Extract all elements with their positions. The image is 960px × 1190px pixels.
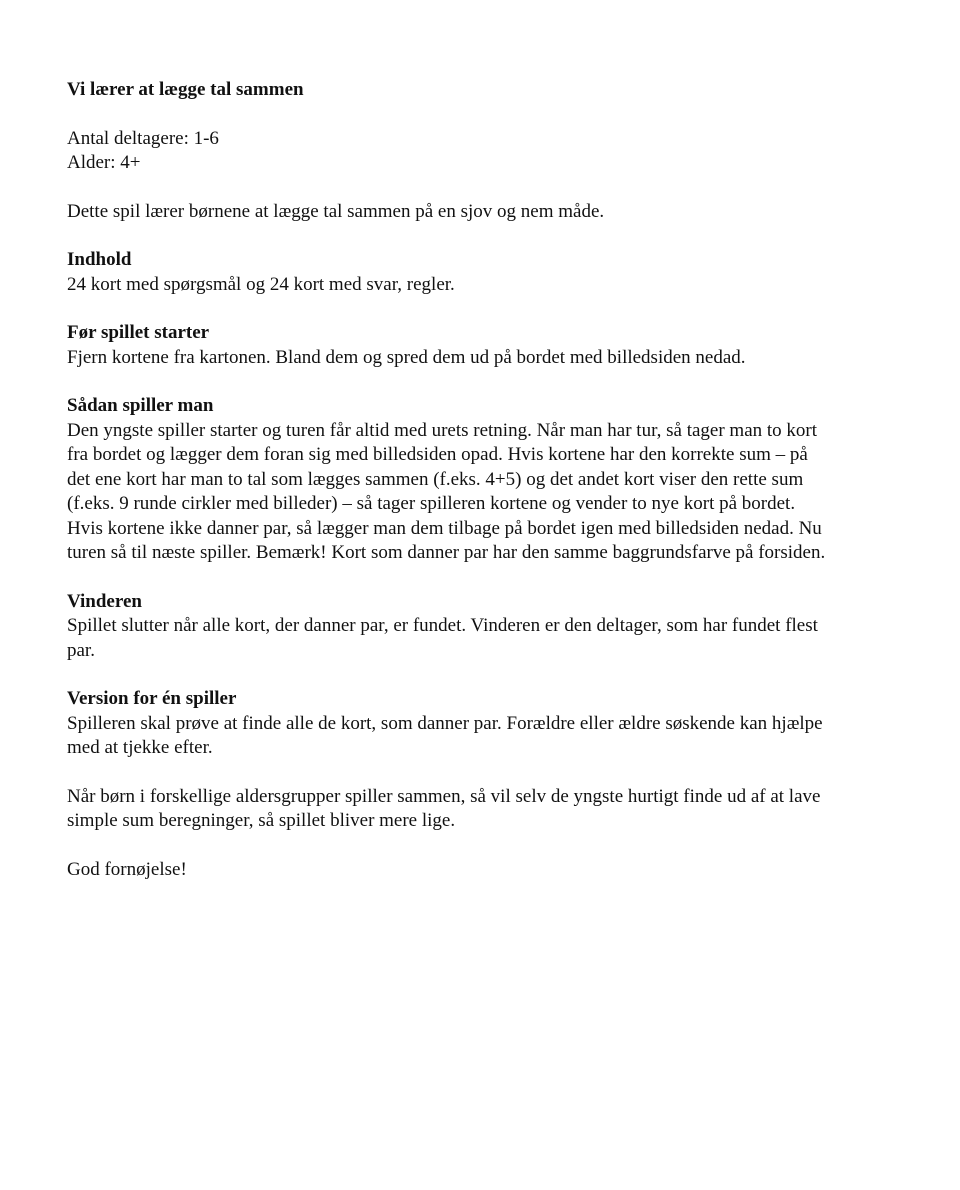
closing-text-line: simple sum beregninger, så spillet bliver mere lige.	[67, 810, 456, 831]
section-text-line: Spillet slutter når alle kort, der danner par, er fundet. Vinderen er den deltager, som har fundet flest	[67, 615, 818, 636]
section-how-to-play	[67, 394, 927, 566]
section-heading: Vinderen	[67, 590, 142, 612]
document-page	[67, 78, 927, 906]
section-text-line: (f.eks. 9 runde cirkler med billeder) – så tager spilleren kortene og vender to nye kort på bordet.	[67, 493, 796, 514]
section-heading: Sådan spiller man	[67, 395, 214, 416]
document-title: Vi lærer at lægge tal sammen	[67, 79, 304, 100]
intro-paragraph	[67, 200, 927, 225]
section-heading: Indhold	[67, 249, 132, 270]
section-heading: Version for én spiller	[67, 688, 237, 709]
section-text-line: Hvis kortene ikke danner par, så lægger man dem tilbage på bordet igen med billedsiden nedad. Nu	[67, 517, 822, 539]
section-text-line: det ene kort har man to tal som lægges sammen (f.eks. 4+5) og det andet kort viser den rette sum	[67, 468, 804, 490]
closing-text-line: Når børn i forskellige aldersgrupper spiller sammen, så vil selv de yngste hurtigt finde ud af at lave	[67, 785, 821, 807]
section-contents	[67, 248, 927, 297]
age-text: Alder: 4+	[67, 152, 141, 173]
participants-text: Antal deltagere: 1-6	[67, 127, 219, 149]
signoff-paragraph	[67, 858, 927, 883]
section-heading: Før spillet starter	[67, 322, 210, 343]
signoff-text: God fornøjelse!	[67, 858, 187, 880]
section-text-line: Spilleren skal prøve at finde alle de kort, som danner par. Forældre eller ældre søskende kan hjælpe	[67, 712, 823, 734]
section-text-line: med at tjekke efter.	[67, 737, 213, 758]
section-text-line: 24 kort med spørgsmål og 24 kort med svar, regler.	[67, 273, 455, 295]
section-text-line: Fjern kortene fra kartonen. Bland dem og spred dem ud på bordet med billedsiden nedad.	[67, 346, 746, 368]
section-text-line: fra bordet og lægger dem foran sig med billedsiden opad. Hvis kortene har den korrekte sum – på	[67, 444, 808, 465]
intro-text: Dette spil lærer børnene at lægge tal sammen på en sjov og nem måde.	[67, 200, 605, 222]
closing-paragraph	[67, 785, 927, 834]
game-info	[67, 127, 927, 176]
section-text-line: Den yngste spiller starter og turen får altid med urets retning. Når man har tur, så tager man to kort	[67, 419, 818, 441]
section-single-player	[67, 687, 927, 761]
section-before-start	[67, 321, 927, 370]
section-text-line: par.	[67, 639, 95, 661]
section-winner	[67, 590, 927, 664]
section-text-line: turen så til næste spiller. Bemærk! Kort som danner par har den samme baggrundsfarve på forsiden.	[67, 542, 826, 563]
